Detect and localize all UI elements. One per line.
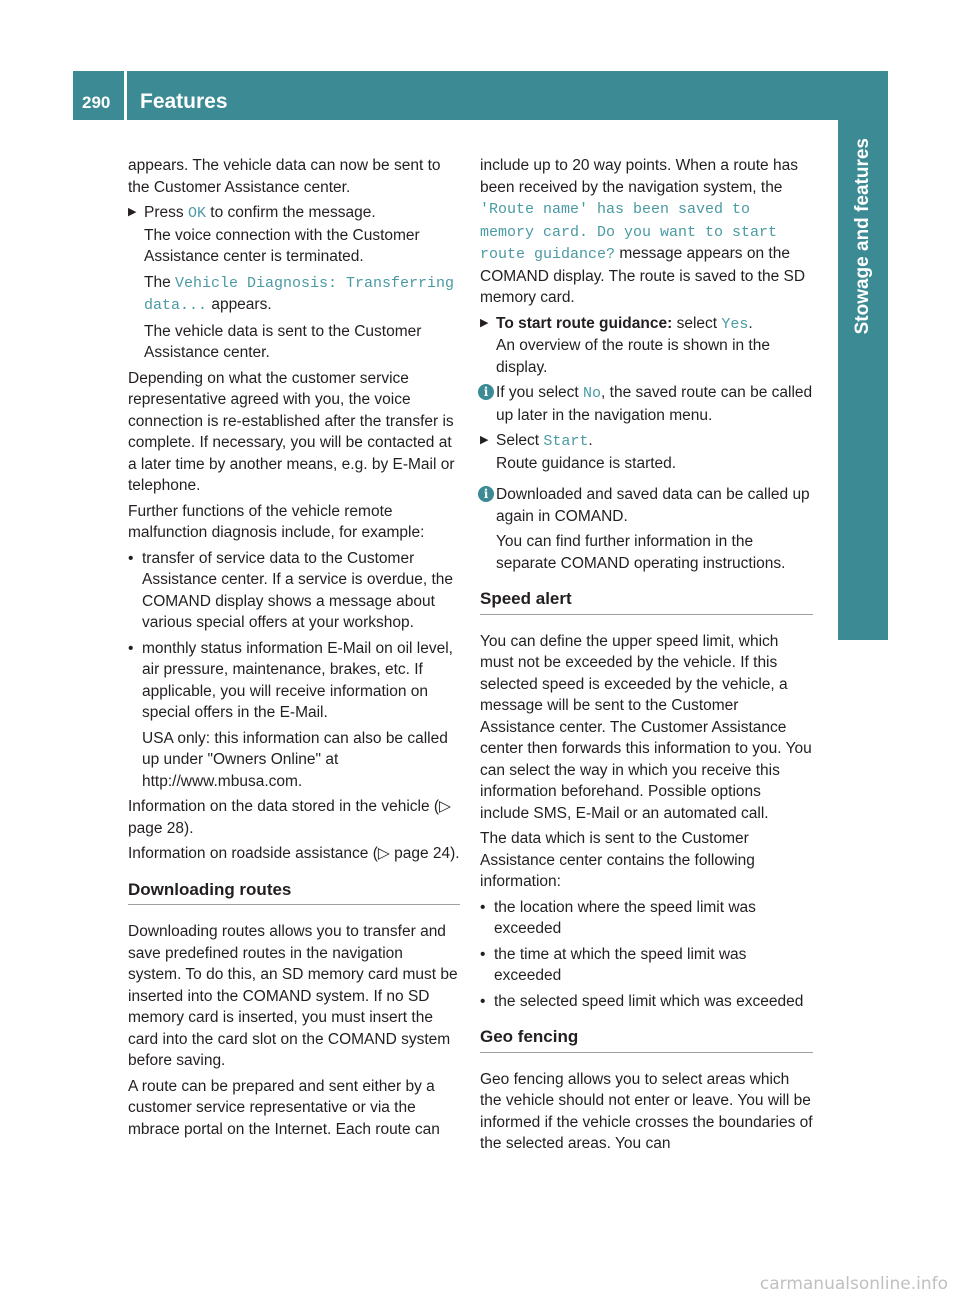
left-column bbox=[128, 155, 460, 1144]
page-number: 290 bbox=[82, 93, 111, 112]
display-text: Yes bbox=[721, 315, 749, 333]
list-item: • the time at which the speed limit was exceeded bbox=[480, 945, 747, 984]
paragraph: You can find further information in the separate COMAND operating instructions. bbox=[496, 533, 786, 572]
instruction-step: ▶ Select Start. Route guidance is started. bbox=[480, 432, 677, 472]
bullet-icon: • bbox=[480, 945, 486, 963]
paragraph: The Vehicle Diagnosis: Transferring data... appears. bbox=[144, 273, 455, 314]
paragraph: Geo fencing allows you to select areas which the vehicle should not enter or leave. You will be informed if the vehicle crosses the boundaries of the selected areas. You can bbox=[480, 1070, 813, 1152]
section-title: Features bbox=[140, 90, 228, 113]
instruction-step: ▶ To start route guidance: select Yes. An overview of the route is shown in the display. bbox=[480, 314, 770, 376]
step-arrow-icon: ▶ bbox=[128, 206, 137, 218]
watermark: carmanualsonline.info bbox=[759, 1274, 948, 1294]
instruction-step: ▶ Press OK to confirm the message. The voice connection with the Customer Assistance center is terminated. bbox=[128, 204, 420, 265]
info-icon: i bbox=[478, 486, 494, 502]
step-arrow-icon: ▶ bbox=[480, 434, 489, 446]
section-heading: Geo fencing bbox=[480, 1026, 813, 1053]
paragraph: include up to 20 way points. When a route has been received by the navigation system, the 'Route name' has been saved to memory card. Do you want to start route guidance? message appears on the COMAND display. The route is saved to the SD memory card. bbox=[480, 157, 806, 306]
info-note: i If you select No, the saved route can be called up later in the navigation menu. bbox=[480, 382, 813, 426]
bullet-icon: • bbox=[480, 898, 486, 916]
list-item: • monthly status information E-Mail on oil level, air pressure, maintenance, brakes, etc. If applicable, you will receive information on special offers in the E-Mail. bbox=[128, 639, 453, 721]
display-text: Start bbox=[543, 433, 589, 450]
header-divider bbox=[124, 71, 127, 120]
paragraph: Information on the data stored in the vehicle (▷ page 28). bbox=[128, 798, 451, 837]
paragraph: USA only: this information can also be called up under "Owners Online" at http://www.mbusa.com. bbox=[142, 729, 448, 790]
side-tab-label: Stowage and features bbox=[852, 138, 873, 335]
paragraph: The data which is sent to the Customer Assistance center contains the following information: bbox=[480, 830, 755, 890]
bullet-icon: • bbox=[128, 639, 134, 657]
step-arrow-icon: ▶ bbox=[480, 316, 489, 329]
bullet-icon: • bbox=[128, 549, 134, 567]
paragraph: The vehicle data is sent to the Customer Assistance center. bbox=[144, 322, 422, 361]
paragraph: appears. The vehicle data can now be sent to the Customer Assistance center. bbox=[128, 157, 441, 196]
paragraph: Information on roadside assistance (▷ page 24). bbox=[128, 845, 460, 862]
paragraph: You can define the upper speed limit, which must not be exceeded by the vehicle. If this selected speed is exceeded by the vehicle, a message will be sent to the Customer Assistance center. The Customer Assistance center then forwards this information to you. You can select the way in which you receive this information beforehand. Possible options include SMS, E-Mail or an automated call. bbox=[480, 632, 812, 822]
paragraph: Further functions of the vehicle remote malfunction diagnosis include, for example: bbox=[128, 502, 425, 541]
list-item: • transfer of service data to the Customer Assistance center. If a service is overdue, the COMAND display shows a message about various special offers at your workshop. bbox=[128, 549, 454, 631]
display-text: OK bbox=[187, 205, 206, 222]
list-item: • the location where the speed limit was exceeded bbox=[480, 898, 756, 937]
right-column bbox=[480, 155, 813, 1159]
section-heading: Downloading routes bbox=[128, 879, 460, 906]
section-heading: Speed alert bbox=[480, 588, 813, 615]
info-note: i Downloaded and saved data can be called up again in COMAND. bbox=[480, 484, 813, 527]
paragraph: Downloading routes allows you to transfer and save predefined routes in the navigation system. To do this, an SD memory card must be inserted into the COMAND system. If no SD memory card is inserted, you must insert the card into the card slot on the COMAND system before saving. bbox=[128, 923, 458, 1069]
display-text: No bbox=[583, 385, 602, 402]
bullet-icon: • bbox=[480, 992, 486, 1010]
display-text: 'Route name' has been saved to memory card. Do you want to start route guidance? bbox=[480, 201, 778, 263]
display-text: Vehicle Diagnosis: Transferring data... bbox=[144, 274, 455, 314]
list-item: • the selected speed limit which was exceeded bbox=[480, 991, 813, 1013]
paragraph: Depending on what the customer service representative agreed with you, the voice connection is re-established after the transfer is complete. If necessary, you will be contacted at a later time by another means, e.g. by E-Mail or telephone. bbox=[128, 369, 455, 494]
info-icon: i bbox=[478, 384, 494, 400]
paragraph: A route can be prepared and sent either by a customer service representative or via the mbrace portal on the Internet. Each route can bbox=[128, 1077, 440, 1138]
